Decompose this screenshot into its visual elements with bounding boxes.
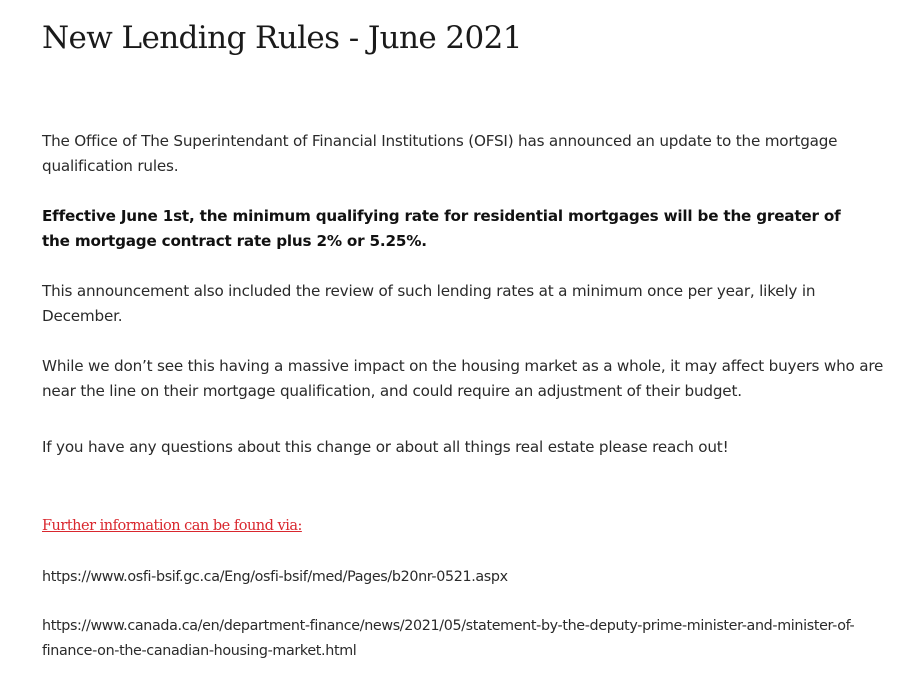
intro-paragraph: The Office of The Superintendant of Financial Institutions (OFSI) has announced an update to the mortgage qualification rules. bbox=[42, 132, 838, 175]
osfi-link[interactable]: https://www.osfi-bsif.gc.ca/Eng/osfi-bsif/med/Pages/b20nr-0521.aspx bbox=[42, 569, 508, 585]
impact-paragraph: While we don’t see this having a massive impact on the housing market as a whole, it may affect buyers who are near the line on their mortgage qualification, and could require an adjustment of their budget. bbox=[42, 357, 884, 400]
effective-date-paragraph: Effective June 1st, the minimum qualifying rate for residential mortgages will be the greater of the mortgage contract rate plus 2% or 5.25%. bbox=[42, 207, 841, 250]
canada-finance-link[interactable]: https://www.canada.ca/en/department-finance/news/2021/05/statement-by-the-deputy-prime-minister-and-minister-of-finance-on-the-canadian-housing-market.html bbox=[42, 618, 855, 659]
review-paragraph: This announcement also included the review of such lending rates at a minimum once per year, likely in December. bbox=[42, 282, 816, 325]
page-title: New Lending Rules - June 2021 bbox=[42, 20, 522, 56]
further-information-link[interactable]: Further information can be found via: bbox=[42, 518, 302, 534]
contact-paragraph: If you have any questions about this change or about all things real estate please reach out! bbox=[42, 438, 729, 456]
